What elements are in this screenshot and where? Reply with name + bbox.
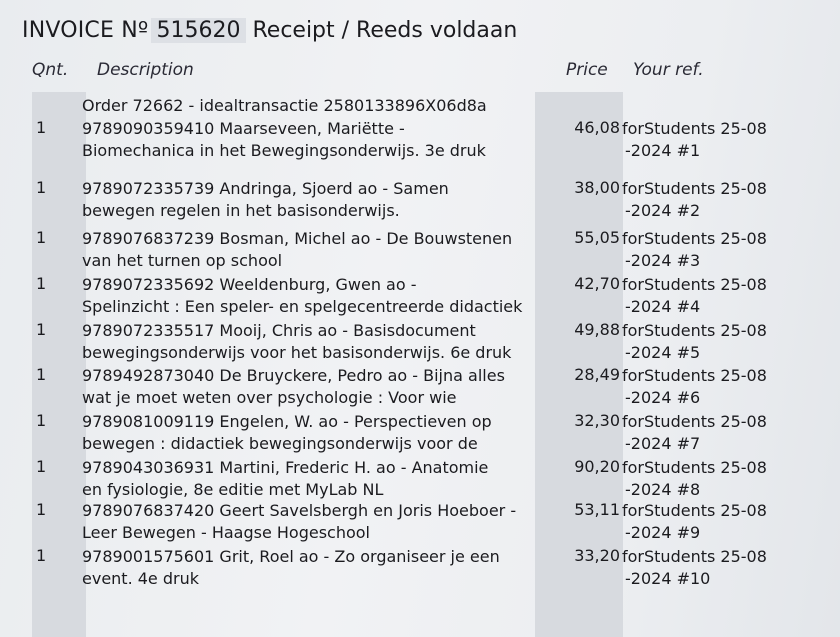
item-ref: forStudents 25-08 -2024 #10 (622, 547, 767, 588)
column-header-description: Description (97, 60, 194, 80)
item-price: 38,00 (574, 178, 620, 197)
item-description: 9789090359410 Maarseveen, Mariëtte - Biomechanica in het Bewegingsonderwijs. 3e druk (82, 119, 486, 160)
invoice-item-row (0, 228, 840, 272)
column-header-qnt: Qnt. (32, 60, 69, 80)
column-header-ref: Your ref. (633, 60, 704, 80)
invoice-item-row (0, 178, 840, 222)
item-ref: forStudents 25-08 -2024 #8 (622, 458, 767, 499)
item-qty: 1 (36, 320, 47, 339)
item-ref: forStudents 25-08 -2024 #7 (622, 412, 767, 453)
item-ref: forStudents 25-08 -2024 #6 (622, 366, 767, 407)
invoice-title (22, 18, 517, 43)
item-qty: 1 (36, 118, 47, 137)
item-ref: forStudents 25-08 -2024 #4 (622, 275, 767, 316)
item-price: 32,30 (574, 411, 620, 430)
item-price: 90,20 (574, 457, 620, 476)
item-ref: forStudents 25-08 -2024 #9 (622, 501, 767, 542)
item-description: 9789076837420 Geert Savelsbergh en Joris Hoeboer - Leer Bewegen - Haagse Hogeschool (82, 501, 517, 542)
order-line: Order 72662 - idealtransactie 2580133896X06d8a (82, 96, 487, 115)
item-price: 53,11 (574, 500, 620, 519)
item-description: 9789072335739 Andringa, Sjoerd ao - Samen bewegen regelen in het basisonderwijs. (82, 179, 449, 220)
item-description: 9789072335692 Weeldenburg, Gwen ao - Spelinzicht : Een speler- en spelgecentreerde didactiek (82, 275, 523, 316)
item-description: 9789076837239 Bosman, Michel ao - De Bouwstenen van het turnen op school (82, 229, 513, 270)
invoice-item-row (0, 500, 840, 544)
item-price: 42,70 (574, 274, 620, 293)
invoice-item-row (0, 274, 840, 318)
item-ref: forStudents 25-08 -2024 #5 (622, 321, 767, 362)
item-qty: 1 (36, 365, 47, 384)
invoice-number: 515620 (151, 18, 247, 43)
item-description: 9789492873040 De Bruyckere, Pedro ao - Bijna alles wat je moet weten over psychologie : Voor wie (82, 366, 505, 407)
invoice-item-row (0, 320, 840, 364)
item-qty: 1 (36, 457, 47, 476)
item-qty: 1 (36, 546, 47, 565)
item-description: 9789072335517 Mooij, Chris ao - Basisdocument bewegingsonderwijs voor het basisonderwijs. 6e druk (82, 321, 512, 362)
item-description: 9789081009119 Engelen, W. ao - Perspectieven op bewegen : didactiek bewegingsonderwijs voor de (82, 412, 492, 453)
item-description: 9789043036931 Martini, Frederic H. ao - Anatomie en fysiologie, 8e editie met MyLab NL (82, 458, 489, 499)
item-qty: 1 (36, 178, 47, 197)
invoice-item-row (0, 457, 840, 501)
item-price: 46,08 (574, 118, 620, 137)
item-qty: 1 (36, 228, 47, 247)
item-description: 9789001575601 Grit, Roel ao - Zo organiseer je een event. 4e druk (82, 547, 500, 588)
invoice-item-row (0, 546, 840, 590)
item-price: 33,20 (574, 546, 620, 565)
item-price: 49,88 (574, 320, 620, 339)
invoice-item-row (0, 118, 840, 162)
column-header-price: Price (566, 60, 608, 80)
item-qty: 1 (36, 274, 47, 293)
item-price: 28,49 (574, 365, 620, 384)
item-qty: 1 (36, 500, 47, 519)
item-ref: forStudents 25-08 -2024 #2 (622, 179, 767, 220)
item-qty: 1 (36, 411, 47, 430)
item-ref: forStudents 25-08 -2024 #1 (622, 119, 767, 160)
item-ref: forStudents 25-08 -2024 #3 (622, 229, 767, 270)
item-price: 55,05 (574, 228, 620, 247)
invoice-item-row (0, 365, 840, 409)
invoice-subtitle: Receipt / Reeds voldaan (252, 18, 518, 43)
invoice-item-row (0, 411, 840, 455)
invoice-label: INVOICE Nº (22, 18, 149, 43)
